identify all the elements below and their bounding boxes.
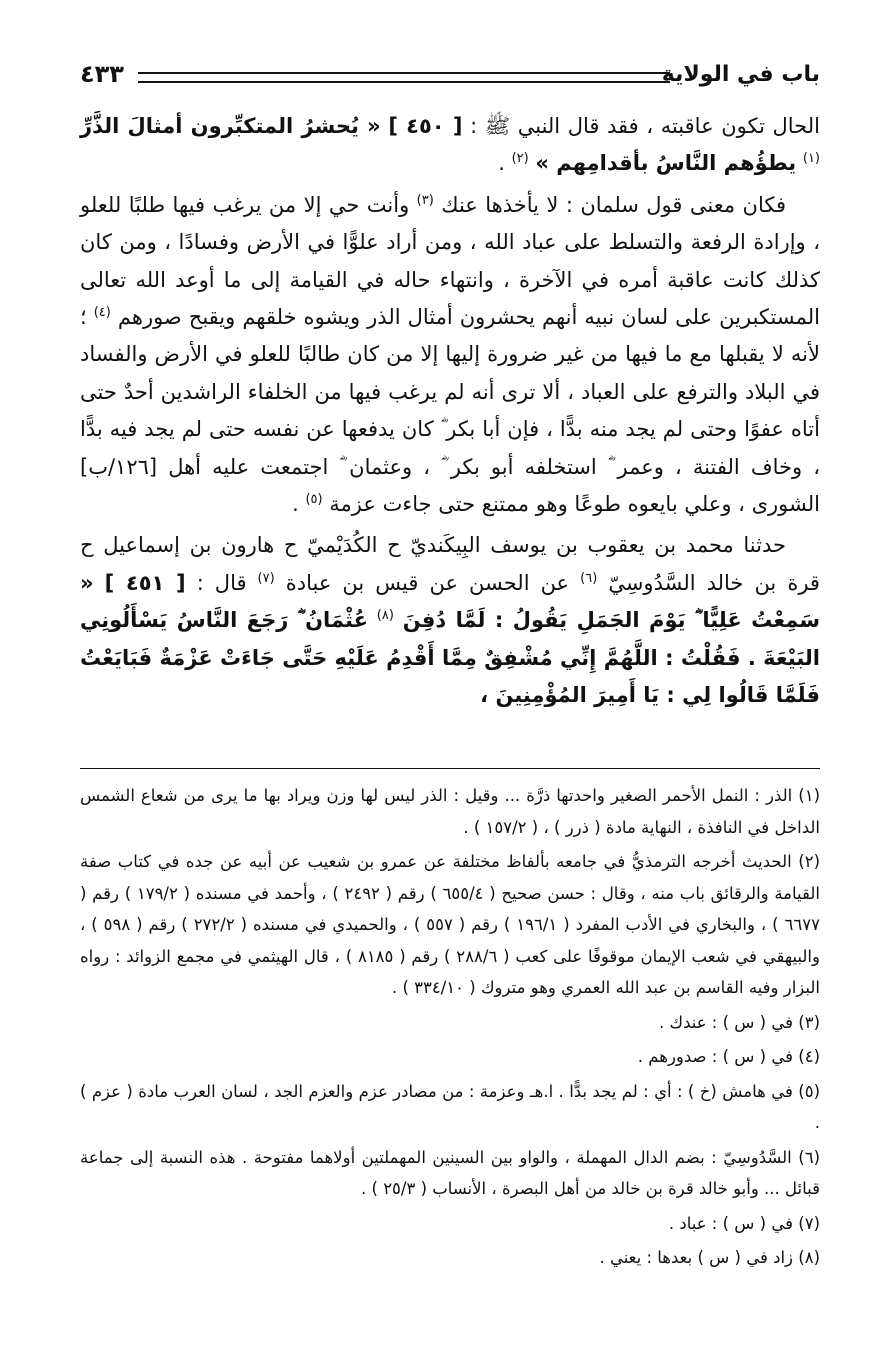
footnote-1: (١) الذر : النمل الأحمر الصغير واحدتها ذرَّة ... وقيل : الذر ليس لها وزن ويراد بها ما يرى من شعاع الشمس الداخل في النافذة ، النهاية مادة ( ذرر ) ، ( ١٥٧/٢ ) . xyxy=(80,786,820,837)
footnote-ref-7: (٧) xyxy=(257,570,275,586)
isnad-text-a: حدثنا محمد بن يعقوب بن يوسف البِيكَنديّ ح الكُدَيْميّ ح هارون بن إسماعيل ح قرة بن خالد السَّدُوسِيّ xyxy=(80,533,820,595)
hadith-ref-450: [ ٤٥٠ ] xyxy=(388,114,463,138)
footnote-7: (٧) في ( س ) : عباد . xyxy=(668,1213,820,1233)
paragraph-3 xyxy=(80,527,820,714)
page-header xyxy=(80,60,820,96)
footnote-ref-6: (٦) xyxy=(580,570,598,586)
footnote-ref-1: (١) xyxy=(802,151,820,167)
footnote-separator xyxy=(80,768,820,769)
footnote-3: (٣) في ( س ) : عندك . xyxy=(658,1012,820,1032)
footnote-8: (٨) زاد في ( س ) بعدها : يعني . xyxy=(599,1248,820,1267)
footnote-ref-4: (٤) xyxy=(93,305,111,321)
p2-end: . xyxy=(292,492,299,517)
paragraph-1 xyxy=(80,108,820,183)
header-rule xyxy=(138,72,670,83)
p1-text: الحال تكون عاقبته ، فقد قال النبي ﷺ : xyxy=(470,114,820,138)
footnote-ref-2: (٢) xyxy=(511,151,529,167)
p2-text-a: فكان معنى قول سلمان : لا يأخذها عنك xyxy=(441,192,786,217)
footnote-ref-3: (٣) xyxy=(416,192,434,208)
footnote-6: (٦) السَّدُوسِيّ : بضم الدال المهملة ، والواو بين السينين المهملتين أولاهما مفتوحة . هذه النسبة إلى جماعة قبائل ... وأبو خالد قرة بن خالد من أهل البصرة ، الأنساب ( ٢٥/٣ ) . xyxy=(80,1147,820,1198)
page-number: ٤٣٣ xyxy=(80,60,124,88)
footnote-2: (٢) الحديث أخرجه الترمذيُّ في جامعه بألفاظ مختلفة عن عمرو بن شعيب عن أبيه عن جده في كتاب صفة القيامة والرقائق باب منه ، وقال : حسن صحيح ( ٦٥٥/٤ ) رقم ( ٢٤٩٢ ) ، وأحمد في مسنده ( ١٧٩/٢ ) رقم ( ٦٦٧٧ ) ، والبخاري في الأدب المفرد ( ١٩٦/١ ) رقم ( ٥٥٧ ) ، والحميدي في مسنده ( ٢٧٢/٢ ) رقم ( ٥٩٨ ) ، والبيهقي في شعب الإيمان موقوفًا على كعب ( ٢٨٨/٦ ) رقم ( ٨١٨٥ ) ، قال الهيثمي في مجمع الزوائد : رواه البزار وفيه القاسم بن عبد الله العمري وهو متروك ( ٣٣٤/١٠ ) . xyxy=(80,852,820,997)
p2-text-b: وأنت حي إلا من يرغب فيها طلبًا للعلو ، وإرادة الرفعة والتسلط على عباد الله ، ومن أراد علوًّا في الأرض وفسادًا ، ومن كان كذلك كانت عاقبة أمره في الآخرة ، وانتهاء حاله في القيامة إلى ما أوعد الله تعالى المستكبرين على لسان نبيه أنهم يحشرون أمثال الذر ويشوه خلقهم ويقبح صورهم xyxy=(80,192,820,330)
athar-text: « سَمِعْتُ عَلِيًّا ؓ يَوْمَ الجَمَلِ يَقُولُ : لَمَّا دُفِنَ xyxy=(80,570,820,633)
isnad-text-b: عن الحسن عن قيس بن عبادة xyxy=(285,570,570,595)
footnotes xyxy=(80,780,820,1277)
p1-end: . xyxy=(498,151,505,176)
footnote-4: (٤) في ( س ) : صدورهم . xyxy=(637,1047,820,1066)
p2-text-c: ؛ لأنه لا يقبلها مع ما فيها من غير ضرورة إليها إلا من كان طالبًا للعلو في الأرض والفساد في البلاد والترفع على العباد ، ألا ترى أنه لم يرغب فيها من الخلفاء الراشدين أحدٌ حتى أتاه عفوًا وحتى لم يجد منه بدًّا ، فإن أبا بكر ؓ كان يدفعها عن نفسه حتى لم يجد فيه بدًّا ، وخاف الفتنة ، وعمر ؓ استخلفه أبو بكر ؓ ، وعثمان ؓ اجتمعت عليه أهل [١٢٦/ب] الشورى ، وعلي بايعوه طوعًا وهو ممتنع حتى جاءت عزمة xyxy=(80,305,820,517)
footnote-ref-8: (٨) xyxy=(376,608,394,624)
isnad-text-c: قال : xyxy=(196,570,247,595)
athar-text-cont: عُثْمَانُ ؓ رَجَعَ النَّاسُ يَسْأَلُونِي البَيْعَةَ . فَقُلْتُ : اللَّهُمَّ إِنِّي مُشْفِقٌ مِمَّا أَقْدِمُ عَلَيْهِ حَتَّى جَاءَتْ عَزْمَةٌ فَبَايَعْتُ فَلَمَّا قَالُوا لِي : يَا أَمِيرَ المُؤْمِنِينَ ، xyxy=(80,608,820,708)
hadith-text: « يُحشرُ المتكبِّرون أمثالَ الذَّرِّ xyxy=(80,114,381,138)
hadith-ref-451: [ ٤٥١ ] xyxy=(104,570,186,595)
main-text xyxy=(80,108,820,715)
paragraph-2 xyxy=(80,187,820,524)
footnote-5: (٥) في هامش (خ ) : أي : لم يجد بدًّا . ا.هـ وعزمة : من مصادر عزم والعزم الجد ، لسان العرب مادة ( عزم ) . xyxy=(80,1081,820,1132)
hadith-text-cont: يطؤُهم النَّاسُ بأقدامِهم » xyxy=(535,151,797,176)
chapter-title: باب في الولاية xyxy=(661,62,820,87)
footnote-ref-5: (٥) xyxy=(305,492,323,508)
